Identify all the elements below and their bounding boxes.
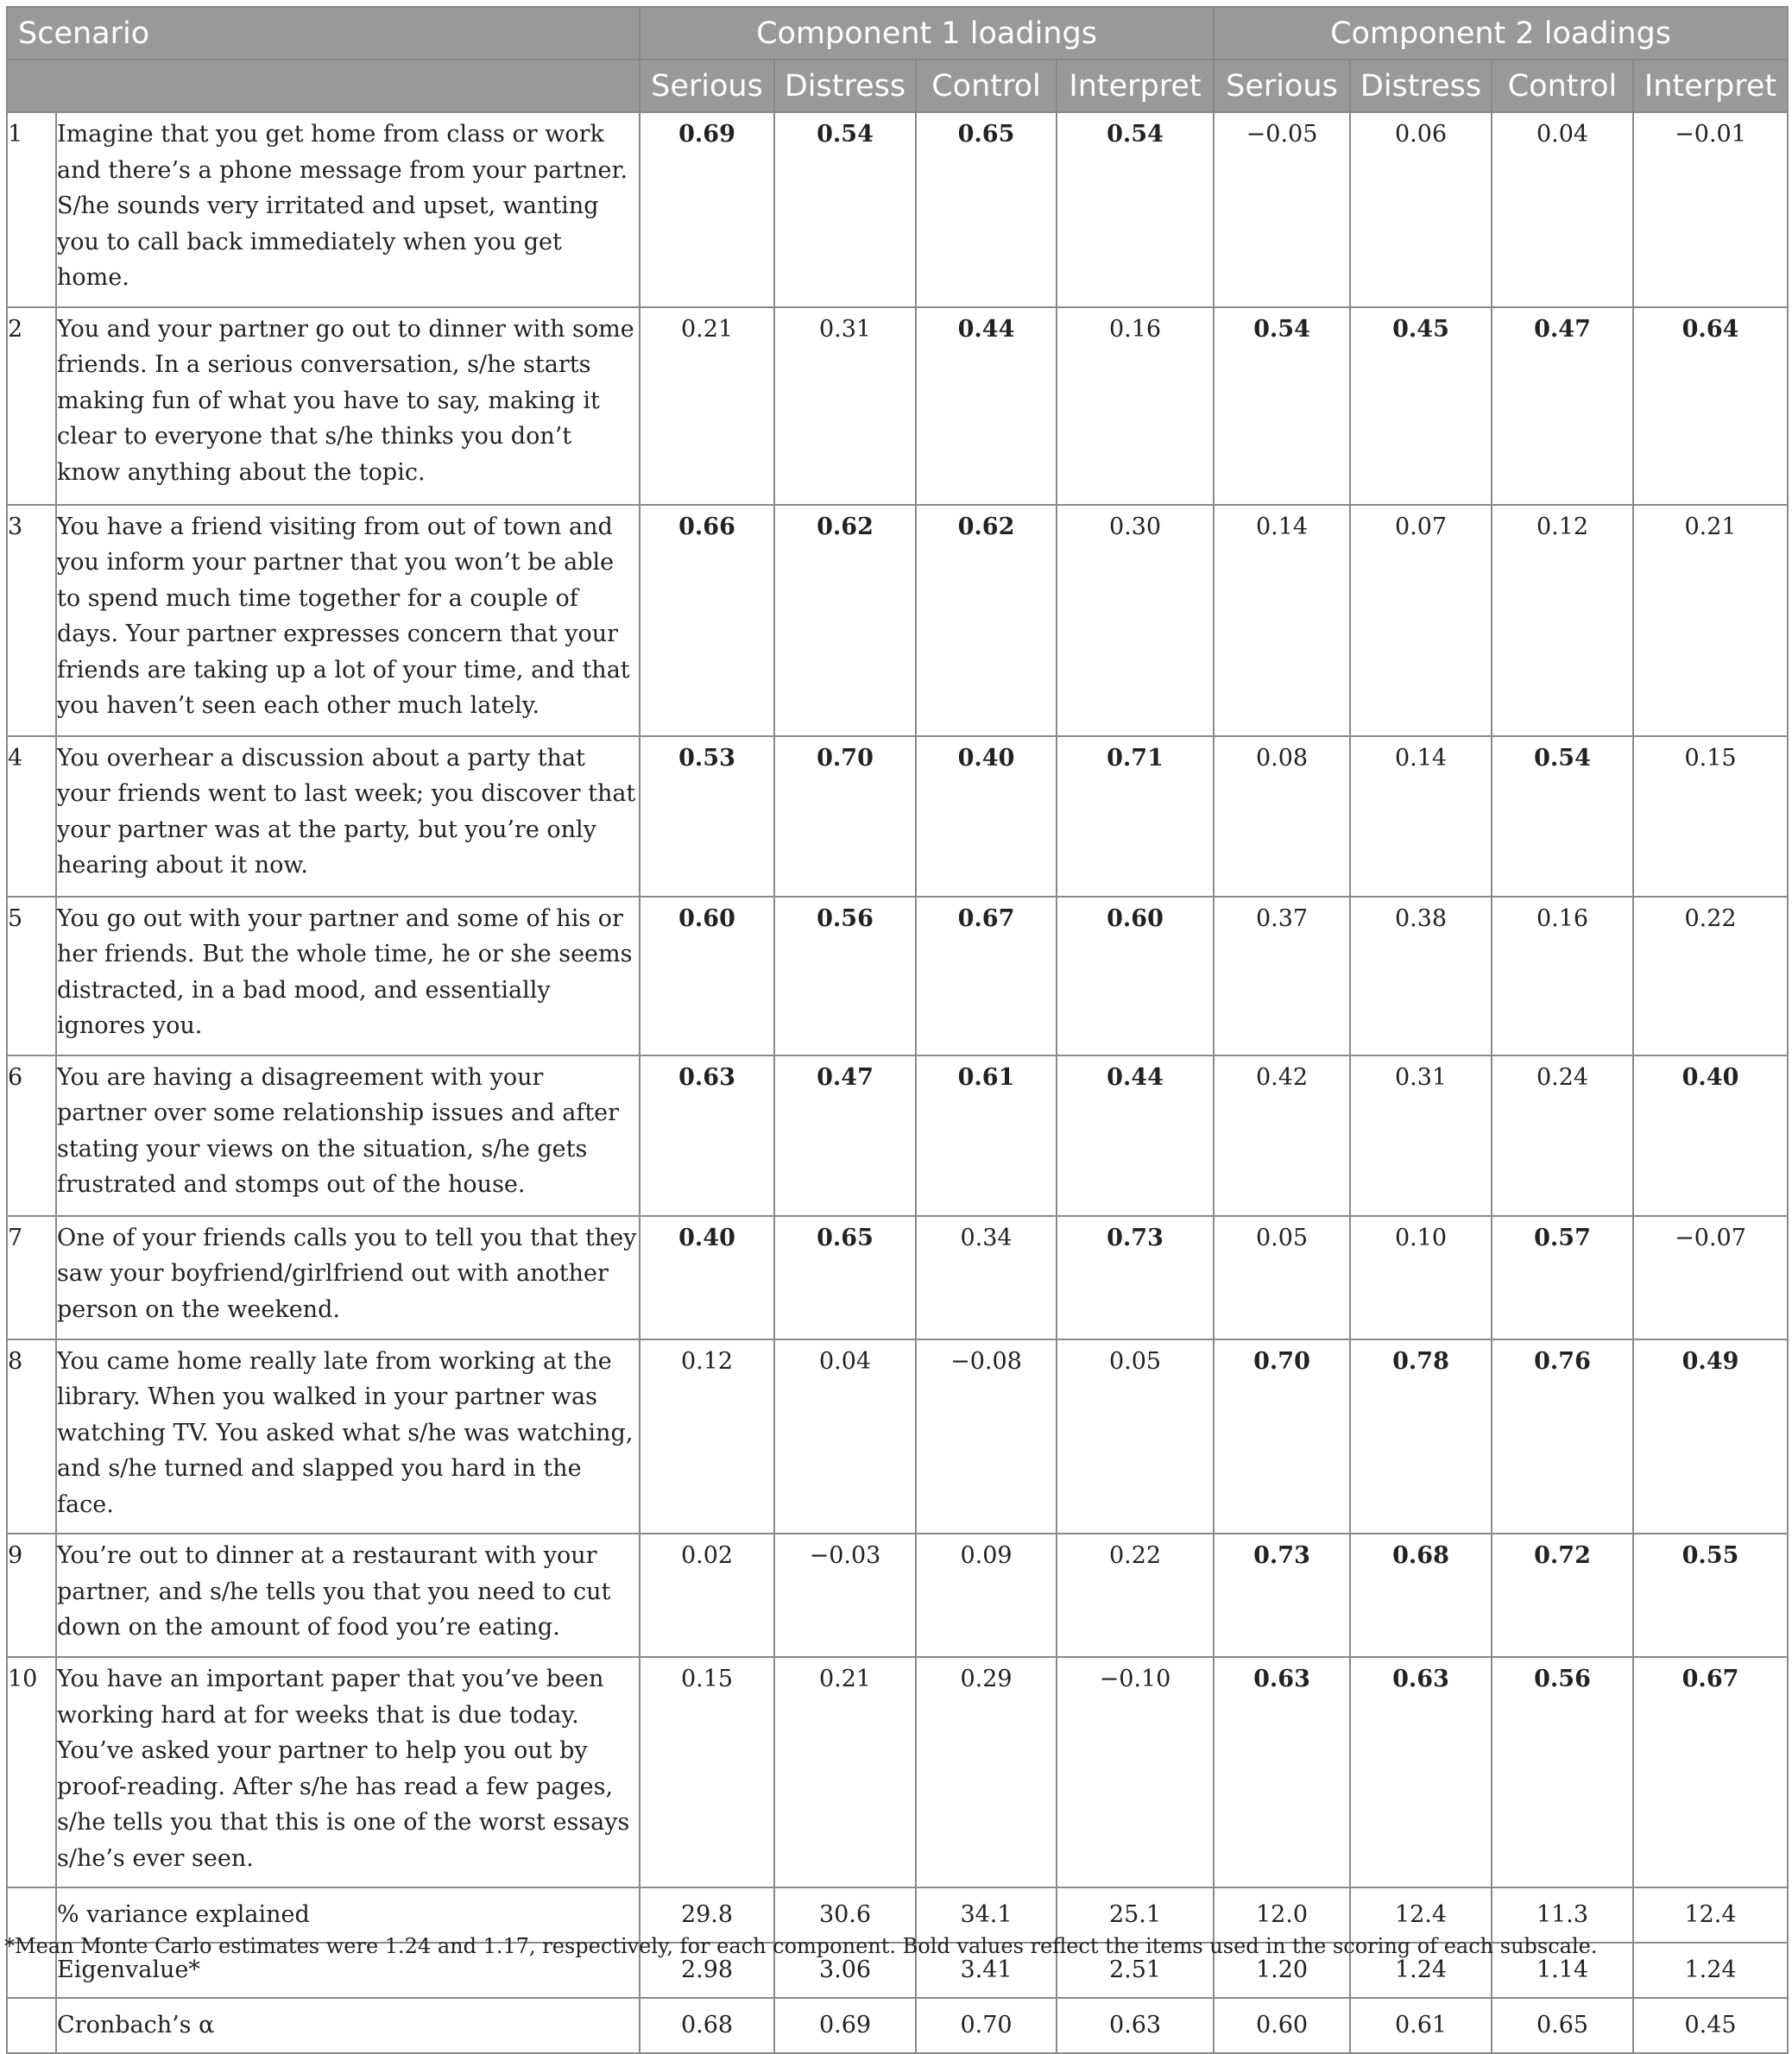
loading-cell: 0.49 — [1633, 1339, 1788, 1534]
loading-cell: 0.21 — [640, 307, 774, 505]
col-c2-distress: Distress — [1350, 60, 1492, 112]
loading-cell: 0.73 — [1214, 1534, 1350, 1657]
table-row — [7, 1339, 1788, 1534]
summary-label: % variance explained — [56, 1887, 640, 1943]
loading-cell: 0.63 — [1350, 1657, 1492, 1887]
loading-cell: 0.21 — [774, 1657, 916, 1887]
loading-cell: 0.04 — [1492, 112, 1633, 307]
loading-cell: 0.63 — [1214, 1657, 1350, 1887]
loading-cell: 0.16 — [1057, 307, 1214, 505]
table-row — [7, 1657, 1788, 1887]
loading-cell: 0.07 — [1350, 505, 1492, 736]
summary-value: 0.65 — [1492, 1998, 1633, 2053]
summary-value: 1.14 — [1492, 1943, 1633, 1998]
table-row — [7, 897, 1788, 1055]
scenario-text: You came home really late from working at the library. When you walked in your partner was watching TV. You asked what s/he was watching, and s/he turned and slapped you hard in the face. — [56, 1339, 640, 1534]
loading-cell: 0.21 — [1633, 505, 1788, 736]
loading-cell: 0.62 — [916, 505, 1057, 736]
scenario-text: You are having a disagreement with your partner over some relationship issues and after stating your views on the situation, s/he gets frustrated and stomps out of the house. — [56, 1055, 640, 1216]
loading-cell: 0.65 — [774, 1216, 916, 1339]
loading-cell: −0.07 — [1633, 1216, 1788, 1339]
footnote: *Mean Monte Carlo estimates were 1.24 and 1.17, respectively, for each component. Bold values reflect the items used in the scoring of each subscale. — [4, 1934, 1598, 1958]
scenario-number: 1 — [7, 112, 56, 307]
summary-value: 0.70 — [916, 1998, 1057, 2053]
summary-value: 34.1 — [916, 1887, 1057, 1943]
loading-cell: 0.70 — [774, 736, 916, 897]
loading-cell: 0.69 — [640, 112, 774, 307]
loading-cell: 0.53 — [640, 736, 774, 897]
loading-cell: 0.40 — [916, 736, 1057, 897]
loading-cell: 0.29 — [916, 1657, 1057, 1887]
loading-cell: 0.56 — [774, 897, 916, 1055]
loading-cell: 0.16 — [1492, 897, 1633, 1055]
loading-cell: 0.12 — [640, 1339, 774, 1534]
table-row — [7, 1216, 1788, 1339]
summary-value: 2.98 — [640, 1943, 774, 1998]
scenario-text: You have an important paper that you’ve been working hard at for weeks that is due today. You’ve asked your partner to help you out by proof-reading. After s/he has read a few pages, s/he tells you that this is one of the worst essays s/he’s ever seen. — [56, 1657, 640, 1887]
summary-value: 25.1 — [1057, 1887, 1214, 1943]
loading-cell: 0.72 — [1492, 1534, 1633, 1657]
table-row — [7, 1534, 1788, 1657]
component-1-header: Component 1 loadings — [640, 7, 1214, 60]
summary-value: 3.06 — [774, 1943, 916, 1998]
loading-cell: 0.54 — [774, 112, 916, 307]
loading-cell: 0.54 — [1214, 307, 1350, 505]
summary-value: 3.41 — [916, 1943, 1057, 1998]
scenario-text: One of your friends calls you to tell you that they saw your boyfriend/girlfriend out with another person on the weekend. — [56, 1216, 640, 1339]
summary-value: 11.3 — [1492, 1887, 1633, 1943]
loading-cell: 0.14 — [1214, 505, 1350, 736]
loading-cell: 0.34 — [916, 1216, 1057, 1339]
loading-cell: 0.31 — [774, 307, 916, 505]
summary-row — [7, 1998, 1788, 2053]
loading-cell: 0.05 — [1057, 1339, 1214, 1534]
summary-blank-cell — [7, 1998, 56, 2053]
loading-cell: 0.24 — [1492, 1055, 1633, 1216]
col-c1-distress: Distress — [774, 60, 916, 112]
col-c2-control: Control — [1492, 60, 1633, 112]
loading-cell: 0.14 — [1350, 736, 1492, 897]
scenario-number: 4 — [7, 736, 56, 897]
loading-cell: 0.37 — [1214, 897, 1350, 1055]
summary-value: 1.20 — [1214, 1943, 1350, 1998]
loading-cell: −0.10 — [1057, 1657, 1214, 1887]
scenario-text: You’re out to dinner at a restaurant with your partner, and s/he tells you that you need to cut down on the amount of food you’re eating. — [56, 1534, 640, 1657]
loading-cell: 0.61 — [916, 1055, 1057, 1216]
loading-cell: 0.63 — [640, 1055, 774, 1216]
scenario-number: 7 — [7, 1216, 56, 1339]
loading-cell: 0.40 — [640, 1216, 774, 1339]
scenario-number: 2 — [7, 307, 56, 505]
summary-value: 29.8 — [640, 1887, 774, 1943]
loading-cell: −0.05 — [1214, 112, 1350, 307]
scenario-number: 10 — [7, 1657, 56, 1887]
loading-cell: 0.54 — [1492, 736, 1633, 897]
loading-cell: 0.47 — [1492, 307, 1633, 505]
loading-cell: −0.03 — [774, 1534, 916, 1657]
scenario-header: Scenario — [7, 7, 640, 60]
scenario-text: You and your partner go out to dinner with some friends. In a serious conversation, s/he starts making fun of what you have to say, making it clear to everyone that s/he thinks you don’t know anything about the topic. — [56, 307, 640, 505]
loading-cell: 0.60 — [1057, 897, 1214, 1055]
loading-cell: 0.68 — [1350, 1534, 1492, 1657]
col-c1-serious: Serious — [640, 60, 774, 112]
summary-value: 0.60 — [1214, 1998, 1350, 2053]
table-row — [7, 736, 1788, 897]
loading-cell: 0.62 — [774, 505, 916, 736]
header-row-groups — [7, 7, 1788, 60]
loading-cell: 0.31 — [1350, 1055, 1492, 1216]
loading-cell: 0.64 — [1633, 307, 1788, 505]
loading-cell: 0.40 — [1633, 1055, 1788, 1216]
loading-cell: 0.67 — [1633, 1657, 1788, 1887]
loading-cell: 0.54 — [1057, 112, 1214, 307]
component-2-header: Component 2 loadings — [1214, 7, 1788, 60]
loading-cell: 0.22 — [1057, 1534, 1214, 1657]
loading-cell: 0.02 — [640, 1534, 774, 1657]
loading-cell: 0.60 — [640, 897, 774, 1055]
table-body — [7, 112, 1788, 2053]
loading-cell: 0.15 — [640, 1657, 774, 1887]
summary-value: 30.6 — [774, 1887, 916, 1943]
summary-value: 1.24 — [1633, 1943, 1788, 1998]
scenario-number: 6 — [7, 1055, 56, 1216]
summary-value: 1.24 — [1350, 1943, 1492, 1998]
scenario-number: 5 — [7, 897, 56, 1055]
loading-cell: 0.10 — [1350, 1216, 1492, 1339]
loading-cell: 0.70 — [1214, 1339, 1350, 1534]
summary-value: 12.0 — [1214, 1887, 1350, 1943]
col-c1-control: Control — [916, 60, 1057, 112]
loading-cell: 0.73 — [1057, 1216, 1214, 1339]
loading-cell: 0.30 — [1057, 505, 1214, 736]
summary-value: 0.61 — [1350, 1998, 1492, 2053]
table-row — [7, 112, 1788, 307]
summary-value: 12.4 — [1633, 1887, 1788, 1943]
scenario-number: 8 — [7, 1339, 56, 1534]
loading-cell: −0.08 — [916, 1339, 1057, 1534]
loading-cell: 0.09 — [916, 1534, 1057, 1657]
summary-label: Eigenvalue* — [56, 1943, 640, 1998]
loading-cell: 0.71 — [1057, 736, 1214, 897]
loading-cell: 0.42 — [1214, 1055, 1350, 1216]
summary-value: 0.69 — [774, 1998, 916, 2053]
loading-cell: 0.55 — [1633, 1534, 1788, 1657]
loading-cell: 0.05 — [1214, 1216, 1350, 1339]
loading-cell: 0.67 — [916, 897, 1057, 1055]
col-c2-interpret: Interpret — [1633, 60, 1788, 112]
loading-cell: 0.57 — [1492, 1216, 1633, 1339]
loading-cell: 0.76 — [1492, 1339, 1633, 1534]
loading-cell: 0.15 — [1633, 736, 1788, 897]
table-row — [7, 1055, 1788, 1216]
summary-value: 0.45 — [1633, 1998, 1788, 2053]
loading-cell: 0.38 — [1350, 897, 1492, 1055]
header-row-columns — [7, 60, 1788, 112]
loading-cell: 0.04 — [774, 1339, 916, 1534]
scenario-number: 9 — [7, 1534, 56, 1657]
loadings-table — [6, 6, 1789, 2054]
scenario-text: You have a friend visiting from out of town and you inform your partner that you won’t be able to spend much time together for a couple of days. Your partner expresses concern that your friends are taking up a lot of your time, and that you haven’t seen each other much lately. — [56, 505, 640, 736]
loading-cell: 0.78 — [1350, 1339, 1492, 1534]
loading-cell: 0.08 — [1214, 736, 1350, 897]
loading-cell: 0.44 — [1057, 1055, 1214, 1216]
loading-cell: 0.65 — [916, 112, 1057, 307]
scenario-number: 3 — [7, 505, 56, 736]
col-c1-interpret: Interpret — [1057, 60, 1214, 112]
loading-cell: −0.01 — [1633, 112, 1788, 307]
scenario-text: Imagine that you get home from class or work and there’s a phone message from your partner. S/he sounds very irritated and upset, wanting you to call back immediately when you get home. — [56, 112, 640, 307]
loading-cell: 0.22 — [1633, 897, 1788, 1055]
col-c2-serious: Serious — [1214, 60, 1350, 112]
blank-header-cell — [7, 60, 640, 112]
scenario-text: You go out with your partner and some of his or her friends. But the whole time, he or she seems distracted, in a bad mood, and essentially ignores you. — [56, 897, 640, 1055]
scenario-text: You overhear a discussion about a party that your friends went to last week; you discover that your partner was at the party, but you’re only hearing about it now. — [56, 736, 640, 897]
loading-cell: 0.45 — [1350, 307, 1492, 505]
summary-value: 12.4 — [1350, 1887, 1492, 1943]
loading-cell: 0.47 — [774, 1055, 916, 1216]
loading-cell: 0.12 — [1492, 505, 1633, 736]
summary-value: 2.51 — [1057, 1943, 1214, 1998]
table-row — [7, 307, 1788, 505]
loading-cell: 0.06 — [1350, 112, 1492, 307]
loading-cell: 0.66 — [640, 505, 774, 736]
loading-cell: 0.44 — [916, 307, 1057, 505]
table-row — [7, 505, 1788, 736]
summary-value: 0.68 — [640, 1998, 774, 2053]
loading-cell: 0.56 — [1492, 1657, 1633, 1887]
summary-value: 0.63 — [1057, 1998, 1214, 2053]
summary-label: Cronbach’s α — [56, 1998, 640, 2053]
